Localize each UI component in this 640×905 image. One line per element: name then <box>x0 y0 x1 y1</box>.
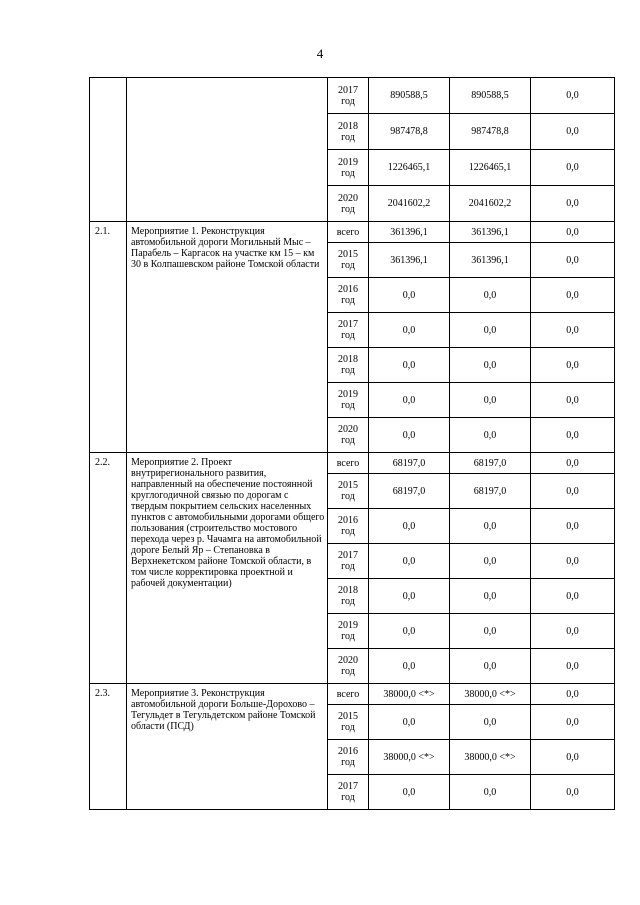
year-value: 2018 <box>338 585 358 596</box>
value-budget-cell: 0,0 <box>450 383 531 418</box>
value-budget-cell: 361396,1 <box>450 243 531 278</box>
table-row <box>90 453 615 474</box>
year-cell <box>328 509 369 544</box>
year-cell <box>328 544 369 579</box>
value-total-cell: 987478,8 <box>369 114 450 150</box>
value-budget-cell: 1226465,1 <box>450 150 531 186</box>
measure-number-cell: 2.3. <box>90 684 127 810</box>
year-unit: год <box>341 365 355 376</box>
total-label-cell: всего <box>328 222 369 243</box>
value-other-cell: 0,0 <box>531 222 615 243</box>
year-cell <box>328 579 369 614</box>
year-cell <box>328 150 369 186</box>
year-value: 2015 <box>338 480 358 491</box>
value-other-cell: 0,0 <box>531 383 615 418</box>
year-unit: год <box>341 330 355 341</box>
value-other-cell: 0,0 <box>531 348 615 383</box>
year-unit: год <box>341 561 355 572</box>
year-cell <box>328 474 369 509</box>
value-total-cell: 361396,1 <box>369 243 450 278</box>
year-unit: год <box>341 260 355 271</box>
value-other-cell: 0,0 <box>531 114 615 150</box>
value-total-cell: 0,0 <box>369 544 450 579</box>
value-total-cell: 0,0 <box>369 313 450 348</box>
value-budget-cell: 0,0 <box>450 278 531 313</box>
value-budget-cell: 0,0 <box>450 418 531 453</box>
value-total-cell: 0,0 <box>369 649 450 684</box>
value-other-cell: 0,0 <box>531 78 615 114</box>
value-budget-cell: 0,0 <box>450 649 531 684</box>
value-other-cell: 0,0 <box>531 243 615 278</box>
year-cell <box>328 348 369 383</box>
year-value: 2020 <box>338 424 358 435</box>
budget-table <box>89 77 615 810</box>
value-total-cell: 68197,0 <box>369 453 450 474</box>
year-value: 2015 <box>338 249 358 260</box>
value-budget-cell: 68197,0 <box>450 474 531 509</box>
year-value: 2020 <box>338 192 358 204</box>
value-other-cell: 0,0 <box>531 150 615 186</box>
year-cell <box>328 614 369 649</box>
year-value: 2017 <box>338 84 358 96</box>
value-other-cell: 0,0 <box>531 544 615 579</box>
year-unit: год <box>341 722 355 733</box>
value-budget-cell: 0,0 <box>450 544 531 579</box>
value-budget-cell: 0,0 <box>450 614 531 649</box>
year-cell <box>328 740 369 775</box>
year-value: 2016 <box>338 746 358 757</box>
measure-number-cell: 2.1. <box>90 222 127 453</box>
measure-name-cell <box>127 78 328 222</box>
value-total-cell: 0,0 <box>369 278 450 313</box>
year-unit: год <box>341 167 355 179</box>
value-budget-cell: 68197,0 <box>450 453 531 474</box>
value-other-cell: 0,0 <box>531 509 615 544</box>
year-cell <box>328 114 369 150</box>
year-value: 2019 <box>338 389 358 400</box>
year-value: 2017 <box>338 550 358 561</box>
value-other-cell: 0,0 <box>531 579 615 614</box>
page-number: 4 <box>316 46 324 61</box>
year-unit: год <box>341 435 355 446</box>
year-unit: год <box>341 295 355 306</box>
value-other-cell: 0,0 <box>531 684 615 705</box>
value-other-cell: 0,0 <box>531 453 615 474</box>
value-budget-cell: 0,0 <box>450 313 531 348</box>
value-other-cell: 0,0 <box>531 740 615 775</box>
value-total-cell: 890588,5 <box>369 78 450 114</box>
value-budget-cell: 0,0 <box>450 775 531 810</box>
year-value: 2016 <box>338 515 358 526</box>
year-value: 2018 <box>338 120 358 132</box>
value-budget-cell: 0,0 <box>450 705 531 740</box>
value-total-cell: 38000,0 <*> <box>369 740 450 775</box>
year-value: 2017 <box>338 319 358 330</box>
year-cell <box>328 243 369 278</box>
year-cell <box>328 418 369 453</box>
value-budget-cell: 38000,0 <*> <box>450 684 531 705</box>
value-budget-cell: 987478,8 <box>450 114 531 150</box>
value-other-cell: 0,0 <box>531 186 615 222</box>
year-unit: год <box>341 400 355 411</box>
year-unit: год <box>341 757 355 768</box>
value-other-cell: 0,0 <box>531 775 615 810</box>
year-cell <box>328 313 369 348</box>
budget-table-body <box>90 78 615 810</box>
value-total-cell: 0,0 <box>369 705 450 740</box>
measure-name-cell: Мероприятие 1. Реконструкция автомобильной дороги Могильный Мыс – Парабель – Каргасок на участке км 15 – км 30 в Колпашевском районе Томской области <box>127 222 328 453</box>
value-total-cell: 1226465,1 <box>369 150 450 186</box>
year-cell <box>328 78 369 114</box>
year-cell <box>328 278 369 313</box>
total-label-cell: всего <box>328 453 369 474</box>
measure-number-cell <box>90 78 127 222</box>
value-other-cell: 0,0 <box>531 474 615 509</box>
value-total-cell: 38000,0 <*> <box>369 684 450 705</box>
value-budget-cell: 890588,5 <box>450 78 531 114</box>
value-other-cell: 0,0 <box>531 313 615 348</box>
year-value: 2020 <box>338 655 358 666</box>
value-total-cell: 0,0 <box>369 418 450 453</box>
value-total-cell: 0,0 <box>369 775 450 810</box>
year-cell <box>328 649 369 684</box>
year-unit: год <box>341 792 355 803</box>
value-total-cell: 68197,0 <box>369 474 450 509</box>
value-budget-cell: 0,0 <box>450 348 531 383</box>
table-row <box>90 222 615 243</box>
value-budget-cell: 361396,1 <box>450 222 531 243</box>
value-budget-cell: 2041602,2 <box>450 186 531 222</box>
year-value: 2015 <box>338 711 358 722</box>
year-unit: год <box>341 131 355 143</box>
value-budget-cell: 0,0 <box>450 579 531 614</box>
year-cell <box>328 775 369 810</box>
value-other-cell: 0,0 <box>531 649 615 684</box>
value-total-cell: 0,0 <box>369 579 450 614</box>
year-unit: год <box>341 596 355 607</box>
total-label-cell: всего <box>328 684 369 705</box>
value-total-cell: 0,0 <box>369 383 450 418</box>
value-other-cell: 0,0 <box>531 705 615 740</box>
year-unit: год <box>341 666 355 677</box>
year-unit: год <box>341 631 355 642</box>
year-value: 2018 <box>338 354 358 365</box>
value-total-cell: 0,0 <box>369 509 450 544</box>
measure-number-cell: 2.2. <box>90 453 127 684</box>
year-cell <box>328 705 369 740</box>
measure-name-cell: Мероприятие 3. Реконструкция автомобильной дороги Больше-Дорохово – Тегульдет в Тегульдетском районе Томской области (ПСД) <box>127 684 328 810</box>
value-total-cell: 2041602,2 <box>369 186 450 222</box>
year-value: 2019 <box>338 620 358 631</box>
year-value: 2019 <box>338 156 358 168</box>
year-value: 2016 <box>338 284 358 295</box>
value-total-cell: 0,0 <box>369 614 450 649</box>
year-unit: год <box>341 203 355 215</box>
year-cell <box>328 186 369 222</box>
year-value: 2017 <box>338 781 358 792</box>
value-other-cell: 0,0 <box>531 614 615 649</box>
value-other-cell: 0,0 <box>531 278 615 313</box>
table-row <box>90 78 615 114</box>
year-cell <box>328 383 369 418</box>
year-unit: год <box>341 95 355 107</box>
table-row <box>90 684 615 705</box>
year-unit: год <box>341 526 355 537</box>
value-other-cell: 0,0 <box>531 418 615 453</box>
year-unit: год <box>341 491 355 502</box>
measure-name-cell: Мероприятие 2. Проект внутрирегионального развития, направленный на обеспечение постоянной круглогодичной связью по дорогам с твердым покрытием сельских населенных пунктов с автомобильными дорогами общего пользования (строительство мостового перехода через р. Чачамга на автомобильной дороге Белый Яр – Степановка в Верхнекетском районе Томской области, в том числе корректировка проектной и рабочей документации) <box>127 453 328 684</box>
value-total-cell: 0,0 <box>369 348 450 383</box>
value-total-cell: 361396,1 <box>369 222 450 243</box>
value-budget-cell: 38000,0 <*> <box>450 740 531 775</box>
value-budget-cell: 0,0 <box>450 509 531 544</box>
